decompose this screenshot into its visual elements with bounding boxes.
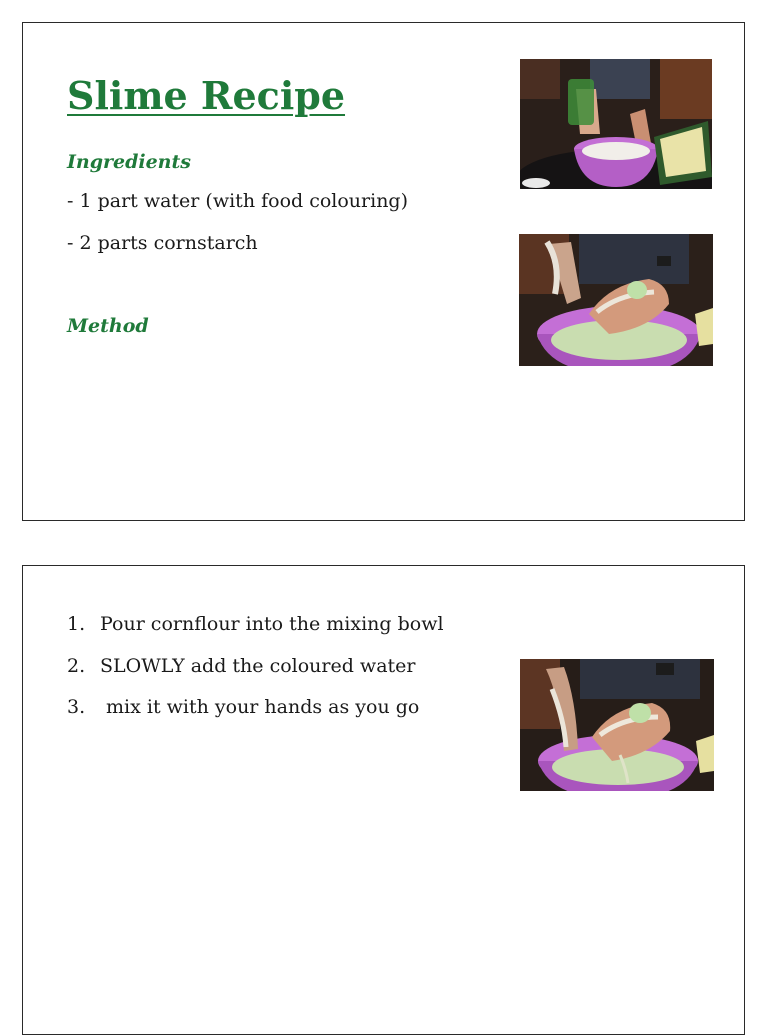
holding-slime-photo [519, 234, 713, 366]
method-step [67, 652, 444, 694]
method-step [67, 693, 444, 735]
step-text: mix it with your hands as you go [100, 696, 420, 718]
step-number: 1. [67, 613, 86, 635]
step-text: SLOWLY add the coloured water [100, 654, 416, 677]
slide-1 [22, 22, 745, 521]
pouring-water-photo [520, 59, 712, 189]
ingredient-item-cornstarch: - 2 parts cornstarch [67, 232, 258, 254]
method-heading: Method [67, 315, 149, 337]
ingredients-heading: Ingredients [67, 151, 191, 173]
slide-2 [22, 565, 745, 1035]
method-steps-list [67, 610, 444, 735]
step-number: 3. [67, 696, 86, 718]
step-number: 2. [67, 654, 86, 677]
slide-title: Slime Recipe [67, 73, 346, 118]
mixing-slime-photo [520, 659, 714, 791]
ingredient-item-water: - 1 part water (with food colouring) [67, 190, 409, 212]
method-step [67, 610, 444, 652]
step-text: Pour cornflour into the mixing bowl [100, 613, 444, 635]
